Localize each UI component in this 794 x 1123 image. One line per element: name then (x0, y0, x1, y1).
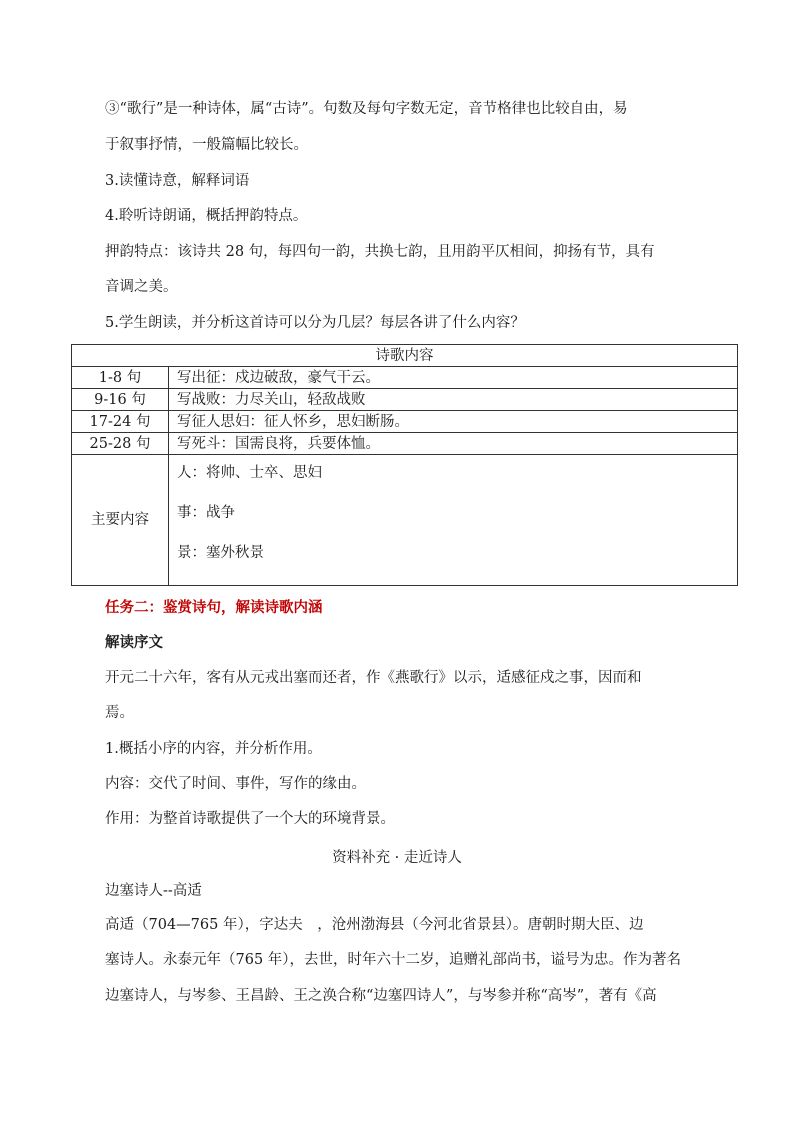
main-content-label: 主要内容 (72, 455, 169, 586)
poet-bio-line-1: 高适（704—765 年），字达夫 ，沧州渤海县（今河北省景县）。唐朝时期大臣、边 (105, 917, 644, 933)
step-4-heading: 4.聆听诗朗诵，概括押韵特点。 (105, 208, 308, 224)
rhyme-feature-line-1: 押韵特点：该诗共 28 句，每四句一韵，共换七韵，且用韵平仄相间，抑扬有节，具有 (105, 244, 655, 260)
table-row (72, 389, 738, 411)
table-row (72, 411, 738, 433)
rhyme-feature-line-2: 音调之美。 (105, 279, 178, 295)
song-style-definition-line-2: 于叙事抒情，一般篇幅比较长。 (105, 137, 308, 153)
table-header-row (72, 345, 738, 367)
song-style-definition-line-1: ③“歌行”是一种诗体，属“古诗”。句数及每句字数无定，音节格律也比较自由，易 (105, 101, 628, 117)
line-range-cell: 9-16 句 (72, 389, 169, 411)
main-content-cell (169, 455, 738, 586)
poem-content-table (71, 344, 738, 586)
main-item-scene: 景：塞外秋景 (177, 545, 264, 561)
effect-answer: 作用：为整首诗歌提供了一个大的环境背景。 (105, 811, 395, 827)
content-cell: 写战败：力尽关山，轻敌战败 (169, 389, 738, 411)
supplement-title: 资料补充 · 走近诗人 (332, 850, 462, 866)
question-1: 1.概括小序的内容，并分析作用。 (105, 741, 322, 757)
poet-bio-line-2: 塞诗人。永泰元年（765 年），去世，时年六十二岁，追赠礼部尚书，谥号为忠。作为著名 (105, 952, 682, 968)
main-item-event: 事：战争 (177, 505, 235, 521)
main-item-people: 人：将帅、士卒、思妇 (177, 465, 322, 481)
table-header: 诗歌内容 (72, 345, 738, 367)
poet-heading: 边塞诗人--高适 (105, 883, 202, 899)
preface-text-line-1: 开元二十六年，客有从元戎出塞而还者，作《燕歌行》以示，适感征戍之事，因而和 (105, 670, 642, 686)
task-2-heading: 任务二：鉴赏诗句，解读诗歌内涵 (105, 599, 323, 616)
content-answer: 内容：交代了时间、事件，写作的缘由。 (105, 776, 366, 792)
step-3-heading: 3.读懂诗意，解释词语 (105, 173, 250, 189)
content-cell: 写死斗：国需良将，兵要体恤。 (169, 433, 738, 455)
poet-bio-line-3: 边塞诗人，与岑参、王昌龄、王之涣合称“边塞四诗人”，与岑参并称“高岑”，著有《高 (105, 988, 657, 1004)
line-range-cell: 1-8 句 (72, 367, 169, 389)
line-range-cell: 17-24 句 (72, 411, 169, 433)
table-row (72, 433, 738, 455)
line-range-cell: 25-28 句 (72, 433, 169, 455)
content-cell: 写征人思妇：征人怀乡，思妇断肠。 (169, 411, 738, 433)
step-5-heading: 5.学生朗读，并分析这首诗可以分为几层？每层各讲了什么内容？ (105, 315, 525, 331)
content-cell: 写出征：戍边破敌，豪气干云。 (169, 367, 738, 389)
table-row (72, 367, 738, 389)
preface-text-line-2: 焉。 (105, 705, 134, 721)
preface-heading: 解读序文 (105, 634, 163, 651)
main-content-row (72, 455, 738, 586)
